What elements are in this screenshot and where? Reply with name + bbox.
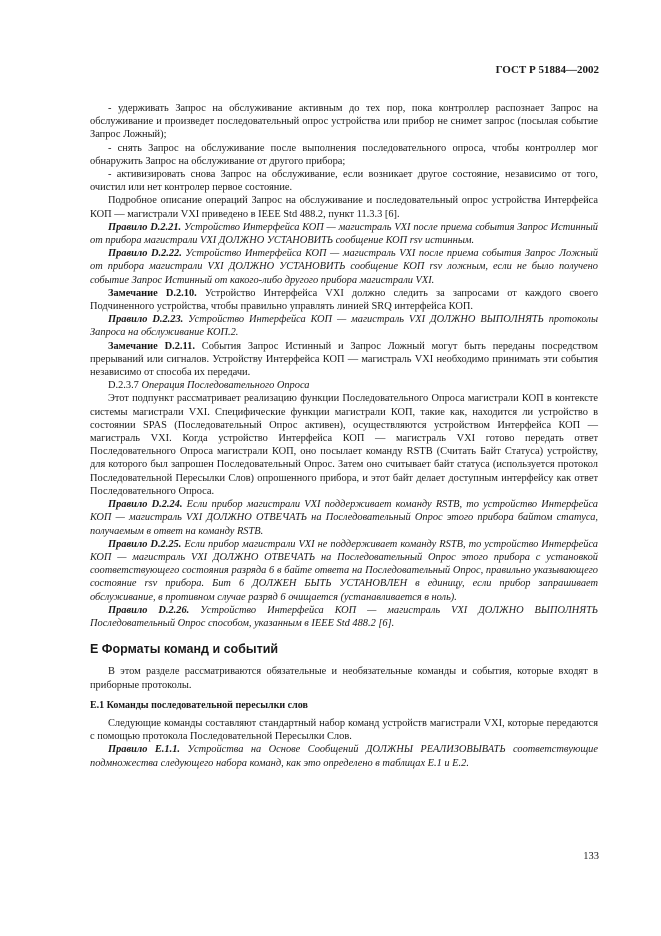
paragraph: - снять Запрос на обслуживание после выполнения последовательного опроса, чтобы контроллер мог обнаружить Запрос на обслуживание от другого прибора; — [90, 142, 598, 167]
paragraph: - удерживать Запрос на обслуживание активным до тех пор, пока контроллер распознает Запрос на обслуживание и произведет последовательный опрос устройства или прибор не снимет запрос (посылая событие Запрос Ложный); — [90, 103, 598, 141]
rule-text: Устройство Интерфейса КОП — магистраль VXI ДОЛЖНО ВЫПОЛНЯТЬ Последовательный Опрос способом, указанным в IEEE Std 488.2 [6]. — [90, 604, 598, 629]
rule-e-1-1 — [90, 743, 598, 769]
note-d-2-11 — [90, 340, 598, 380]
rule-label: Правило D.2.21. — [108, 221, 182, 233]
note-text: События Запрос Истинный и Запрос Ложный могут быть переданы посредством прерываний или сигналов. Устройству Интерфейса КОП — магистраль VXI необходимо принимать эти события независимо от способа их передачи. — [90, 340, 598, 379]
subsection-title: Операция Последовательного Опроса — [138, 380, 310, 392]
paragraph: Следующие команды составляют стандартный набор команд устройств магистрали VXI, которые передаются с помощью протокола Последовательной Пересылки Слов. — [90, 717, 598, 743]
paragraph: В этом разделе рассматриваются обязательные и необязательные команды и события, которые входят в приборные протоколы. — [90, 666, 598, 691]
paragraph: Подробное описание операций Запрос на обслуживание и последовательный опрос устройства Интерфейса КОП — магистрали VXI приведено в IEEE Std 488.2, пункт 11.3.3 [6]. — [90, 195, 598, 220]
rule-d-2-21 — [90, 221, 598, 247]
rule-d-2-26 — [90, 604, 598, 630]
paragraph: - активизировать снова Запрос на обслуживание, если возникает другое состояние, независимо от того, очистил или нет контролер первое состояние. — [90, 169, 598, 194]
page-body — [90, 102, 598, 770]
page-number: 133 — [583, 851, 599, 862]
rule-label: Правило D.2.22. — [108, 248, 182, 260]
subsection-number: D.2.3.7 — [108, 380, 139, 392]
rule-text: Устройство Интерфейса КОП — магистраль VXI ДОЛЖНО ВЫПОЛНЯТЬ протоколы Запроса на обслуживание КОП.2. — [90, 314, 598, 339]
section-heading: Е Форматы команд и событий — [90, 642, 279, 657]
rule-d-2-25 — [90, 538, 598, 604]
rule-label: Правило D.2.23. — [108, 314, 184, 326]
rule-label: Правило D.2.26. — [108, 604, 190, 616]
page-header: ГОСТ Р 51884—2002 — [495, 64, 599, 76]
rule-text: Устройство Интерфейса КОП — магистраль VXI после приема события Запрос Истинный от прибора магистрали VXI ДОЛЖНО УСТАНОВИТЬ сообщение КОП rsv истинным. — [90, 221, 598, 247]
subsection-heading: Е.1 Команды последовательной пересылки слов — [90, 699, 308, 711]
paragraph: Этот подпункт рассматривает реализацию функции Последовательного Опроса магистрали КОП в контексте системы магистрали VXI. Специфические функции магистрали КОП, такие как, находится ли устройство в состоянии SPAS (Последовательный Опрос активен), осуществляются устройством Интерфейса КОП — магистраль VXI. Когда устройство Интерфейса КОП — магистраль VXI готово передать ответ Последовательного Опроса магистрали КОП, оно посылает команду RSTB (Считать Байт Статуса) устройству, для которого был запрошен Последовательный Опрос. Затем оно считывает байт статуса (используется протокол Последовательной Пересылки Слов) опрошенного прибора, и этот байт делает доступным интерфейсу как ответ Последовательного Опроса. — [90, 393, 598, 497]
rule-text: Устройство Интерфейса КОП — магистраль VXI после приема события Запрос Ложный от прибора магистрали VXI ДОЛЖНО УСТАНОВИТЬ сообщение КОП rsv ложным, если не было получено событие Запрос Истинный от какого-либо другого прибора магистрали VXI. — [90, 248, 599, 286]
note-d-2-10 — [90, 287, 598, 313]
note-label: Замечание D.2.11. — [108, 340, 195, 352]
rule-label: Правило Е.1.1. — [108, 744, 180, 756]
rule-text: Если прибор магистрали VXI не поддерживает команду RSTB, то устройство Интерфейса КОП — магистраль VXI ДОЛЖНО ОТВЕЧАТЬ на Последовательный Опрос этого прибора с установкой соответствующего состояния разряда 6 в байте ответа на Последовательный Опрос, правильно указывающего состояние rsv прибора. Бит 6 ДОЛЖЕН БЫТЬ УСТАНОВЛЕН в единицу, если прибор запрашивает обслуживание, в противном случае разряд 6 очищается (устанавливается в ноль). — [90, 538, 598, 603]
rule-label: Правило D.2.24. — [108, 499, 183, 511]
subsection-heading — [90, 379, 598, 392]
note-text: Устройство Интерфейса VXI должно следить за запросами от каждого своего Подчиненного устройства, чтобы правильно управлять линией SRQ интерфейса КОП. — [90, 287, 599, 313]
note-label: Замечание D.2.10. — [108, 287, 197, 299]
rule-text: Устройства на Основе Сообщений ДОЛЖНЫ РЕАЛИЗОВЫВАТЬ соответствующие подмножества следующего набора команд, как это определено в таблицах Е.1 и Е.2. — [90, 744, 598, 769]
rule-d-2-24 — [90, 498, 598, 538]
rule-d-2-22 — [90, 247, 598, 287]
rule-label: Правило D.2.25. — [108, 538, 182, 550]
rule-d-2-23 — [90, 313, 598, 339]
rule-text: Если прибор магистрали VXI поддерживает команду RSTB, то устройство Интерфейса КОП — магистраль VXI ДОЛЖНО ОТВЕЧАТЬ на Последовательный Опрос этого прибора байтом статуса, получаемым в ответ на команду RSTB. — [90, 499, 598, 537]
